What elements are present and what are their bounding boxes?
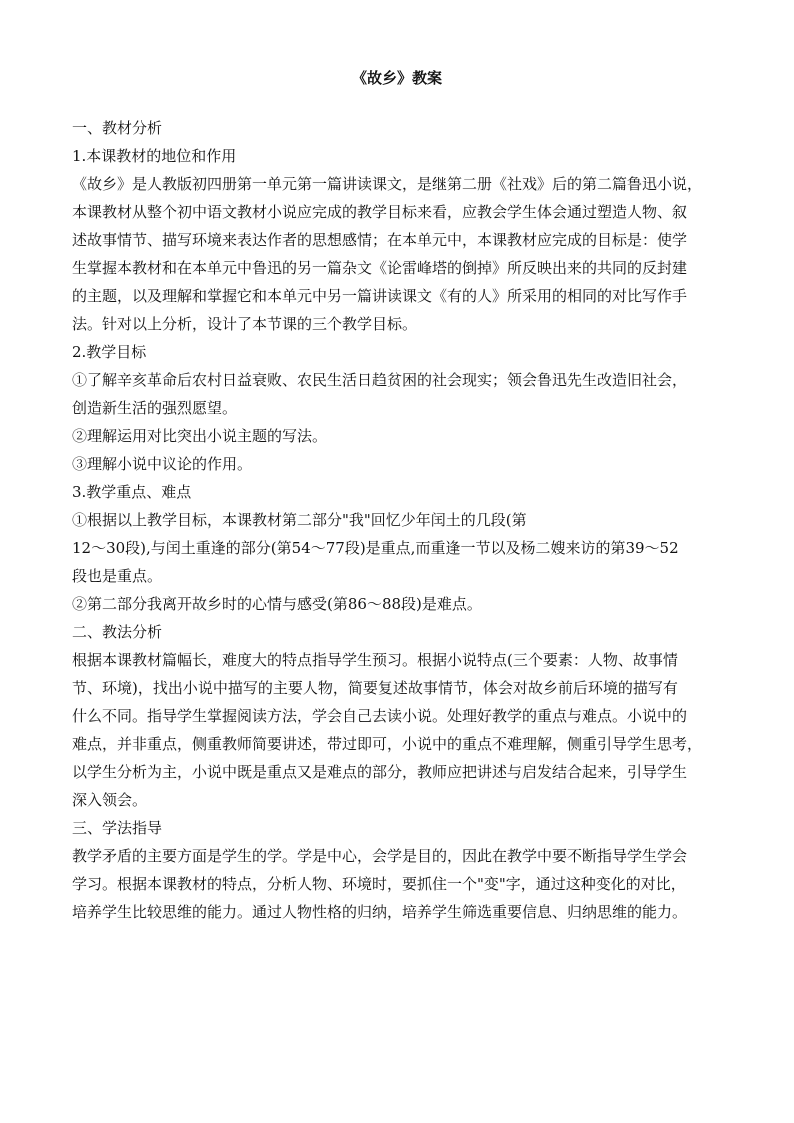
goal-item-1-continued: 创造新生活的强烈愿望。	[72, 399, 238, 417]
key-point-2: ②第二部分我离开故乡时的心情与感受(第86～88段)是难点。	[72, 595, 482, 613]
section-heading-study-guidance: 三、学法指导	[72, 819, 163, 837]
goal-item-1: ①了解辛亥革命后农村日益衰败、农民生活日趋贫困的社会现实；领会鲁迅先生改造旧社会，	[72, 371, 688, 389]
subheading-teaching-goals: 2.教学目标	[72, 343, 147, 361]
paragraph-line: 的主题，以及理解和掌握它和本单元中另一篇讲读课文《有的人》所采用的相同的对比写作手	[72, 287, 688, 305]
document-body	[72, 114, 722, 926]
goal-item-2: ②理解运用对比突出小说主题的写法。	[72, 427, 328, 445]
subheading-key-difficult-points: 3.教学重点、难点	[72, 483, 192, 501]
subheading-status-role: 1.本课教材的地位和作用	[72, 147, 237, 165]
paragraph-line: 什么不同。指导学生掌握阅读方法，学会自己去读小说。处理好教学的重点与难点。小说中的	[72, 707, 688, 725]
key-point-1: ①根据以上教学目标，本课教材第二部分"我"回忆少年闰土的几段(第	[72, 511, 527, 529]
paragraph-line: 培养学生比较思维的能力。通过人物性格的归纳，培养学生筛选重要信息、归纳思维的能力。	[72, 903, 688, 921]
section-heading-textbook-analysis: 一、教材分析	[72, 119, 163, 137]
paragraph-line: 生掌握本教材和在本单元中鲁迅的另一篇杂文《论雷峰塔的倒掉》所反映出来的共同的反封建	[72, 259, 688, 277]
paragraph-line: 述故事情节、描写环境来表达作者的思想感情；在本单元中，本课教材应完成的目标是：使学	[72, 231, 688, 249]
section-heading-teaching-method: 二、教法分析	[72, 623, 163, 641]
paragraph-line: 学习。根据本课教材的特点，分析人物、环境时，要抓住一个"变"字，通过这种变化的对比，	[72, 875, 686, 893]
paragraph-line: 《故乡》是人教版初四册第一单元第一篇讲读课文，是继第二册《社戏》后的第二篇鲁迅小说，	[72, 175, 703, 193]
paragraph-line: 根据本课教材篇幅长，难度大的特点指导学生预习。根据小说特点(三个要素：人物、故事情	[72, 651, 678, 669]
paragraph-line: 以学生分析为主，小说中既是重点又是难点的部分，教师应把讲述与启发结合起来，引导学生	[72, 763, 688, 781]
document-page	[72, 64, 722, 926]
paragraph-line: 法。针对以上分析，设计了本节课的三个教学目标。	[72, 315, 418, 333]
paragraph-line: 本课教材从整个初中语文教材小说应完成的教学目标来看，应教会学生体会通过塑造人物、叙	[72, 203, 688, 221]
paragraph-line: 节、环境)，找出小说中描写的主要人物，简要复述故事情节，体会对故乡前后环境的描写有	[72, 679, 678, 697]
paragraph-line: 深入领会。	[72, 791, 148, 809]
goal-item-3: ③理解小说中议论的作用。	[72, 455, 253, 473]
document-title: 《故乡》教案	[351, 69, 442, 87]
paragraph-line: 教学矛盾的主要方面是学生的学。学是中心，会学是目的，因此在教学中要不断指导学生学会	[72, 847, 688, 865]
paragraph-line: 难点，并非重点，侧重教师简要讲述，带过即可，小说中的重点不难理解，侧重引导学生思考，	[72, 735, 703, 753]
key-point-1-end: 段也是重点。	[72, 567, 163, 585]
key-point-1-continued: 12～30段),与闰土重逢的部分(第54～77段)是重点,而重逢一节以及杨二嫂来访的第39～52	[72, 539, 679, 557]
